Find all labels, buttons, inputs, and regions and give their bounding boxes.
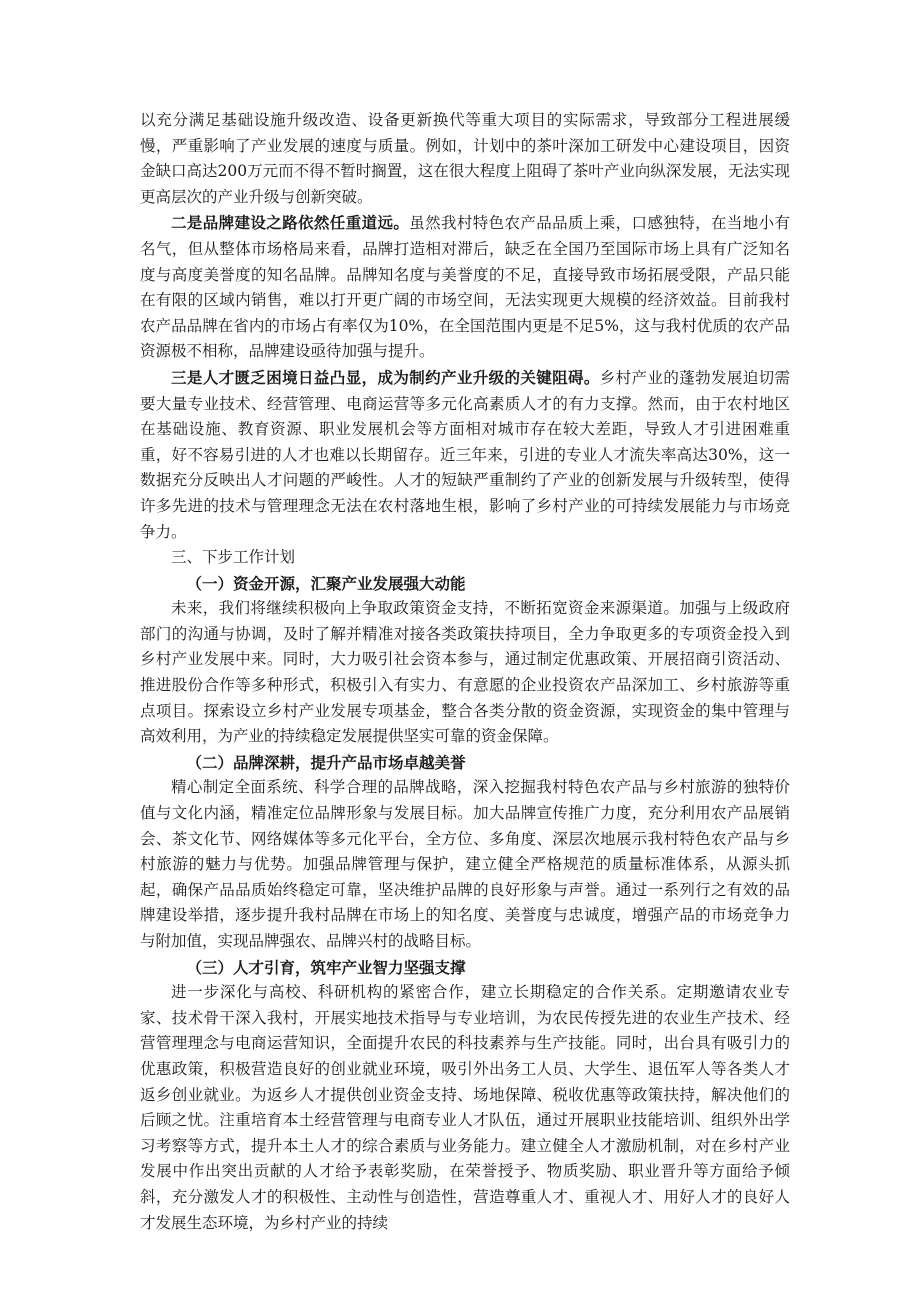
paragraph-talent-plan: 进一步深化与高校、科研机构的紧密合作，建立长期稳定的合作关系。定期邀请农业专家、技术骨干深入我村，开展实地技术指导与专业培训，为农民传授先进的农业生产技术、经营管理理念与电商运营知识，全面提升农民的科技素养与生产技能。同时，出台具有吸引力的优惠政策，积极营造良好的创业就业环境，吸引外出务工人员、大学生、退伍军人等各类人才返乡创业就业。为返乡人才提供创业资金支持、场地保障、税收优惠等政策扶持，解决他们的后顾之忧。注重培育本土经营管理与电商专业人才队伍，通过开展职业技能培训、组织外出学习考察等方式，提升本土人才的综合素质与业务能力。建立健全人才激励机制，对在乡村产业发展中作出突出贡献的人才给予表彰奖励，在荣誉授予、物质奖励、职业晋升等方面给予倾斜，充分激发人才的积极性、主动性与创造性，营造尊重人才、重视人才、用好人才的良好人才发展生态环境，为乡村产业的持续: [140, 983, 790, 1232]
paragraph-brand-issue: [140, 210, 790, 365]
paragraph-funding-continued: 以充分满足基础设施升级改造、设备更新换代等重大项目的实际需求，导致部分工程进展缓慢，严重影响了产业发展的速度与质量。例如，计划中的茶叶深加工研发中心建设项目，因资金缺口高达200万元而不得不暂时搁置，这在很大程度上阻碍了茶叶产业向纵深发展，无法实现更高层次的产业升级与创新突破。: [140, 111, 790, 206]
paragraph-brand-plan: 精心制定全面系统、科学合理的品牌战略，深入挖掘我村特色农产品与乡村旅游的独特价值与文化内涵，精准定位品牌形象与发展目标。加大品牌宣传推广力度，充分利用农产品展销会、茶文化节、网络媒体等多元化平台，全方位、多角度、深层次地展示我村特色农产品与乡村旅游的魅力与优势。加强品牌管理与保护，建立健全严格规范的质量标准体系，从源头抓起，确保产品品质始终稳定可靠，坚决维护品牌的良好形象与声誉。通过一系列行之有效的品牌建设举措，逐步提升我村品牌在市场上的知名度、美誉度与忠诚度，增强产品的市场竞争力与附加值，实现品牌强农、品牌兴村的战略目标。: [140, 778, 790, 950]
paragraph-funding-plan: 未来，我们将继续积极向上争取政策资金支持，不断拓宽资金来源渠道。加强与上级政府部门的沟通与协调，及时了解并精准对接各类政策扶持项目，全力争取更多的专项资金投入到乡村产业发展中来。同时，大力吸引社会资本参与，通过制定优惠政策、开展招商引资活动、推进股份合作等多种形式，积极引入有实力、有意愿的企业投资农产品深加工、乡村旅游等重点项目。探索设立乡村产业发展专项基金，整合各类分散的资金资源，实现资金的集中管理与高效利用，为产业的持续稳定发展提供坚实可靠的资金保障。: [140, 599, 790, 746]
paragraph-lead-talent: 三是人才匮乏困境日益凸显，成为制约产业升级的关键阻碍。: [171, 367, 600, 387]
paragraph-body-talent: 乡村产业的蓬勃发展迫切需要大量专业技术、经营管理、电商运营等多元化高素质人才的有力支撑。然而，由于农村地区在基础设施、教育资源、职业发展机会等方面相对城市存在较大差距，导致人才引进困难重重，好不容易引进的人才也难以长期留存。近三年来，引进的专业人才流失率高达30%，这一数据充分反映出人才问题的严峻性。人才的短缺严重制约了产业的创新发展与升级转型，使得许多先进的技术与管理理念无法在农村落地生根，影响了乡村产业的可持续发展能力与市场竞争力。: [140, 368, 790, 541]
paragraph-lead-brand: 二是品牌建设之路依然任重道远。: [171, 213, 410, 233]
paragraph-talent-issue: [140, 365, 790, 545]
section-heading-next-plan: 三、下步工作计划: [171, 548, 296, 567]
subheading-brand: （二）品牌深耕，提升产品市场卓越美誉: [186, 752, 466, 772]
subheading-funding: （一）资金开源，汇聚产业发展强大动能: [186, 573, 466, 593]
paragraph-body-brand: 虽然我村特色农产品品质上乘，口感独特，在当地小有名气，但从整体市场格局来看，品牌打造相对滞后，缺乏在全国乃至国际市场上具有广泛知名度与高度美誉度的知名品牌。品牌知名度与美誉度的不足，直接导致市场拓展受限，产品只能在有限的区域内销售，难以打开更广阔的市场空间，无法实现更大规模的经济效益。目前我村农产品品牌在省内的市场占有率仅为10%，在全国范围内更是不足5%，这与我村优质的农产品资源极不相称，品牌建设亟待加强与提升。: [140, 214, 790, 361]
document-page: [140, 108, 790, 1236]
subheading-talent: （三）人才引育，筑牢产业智力坚强支撑: [186, 957, 466, 977]
